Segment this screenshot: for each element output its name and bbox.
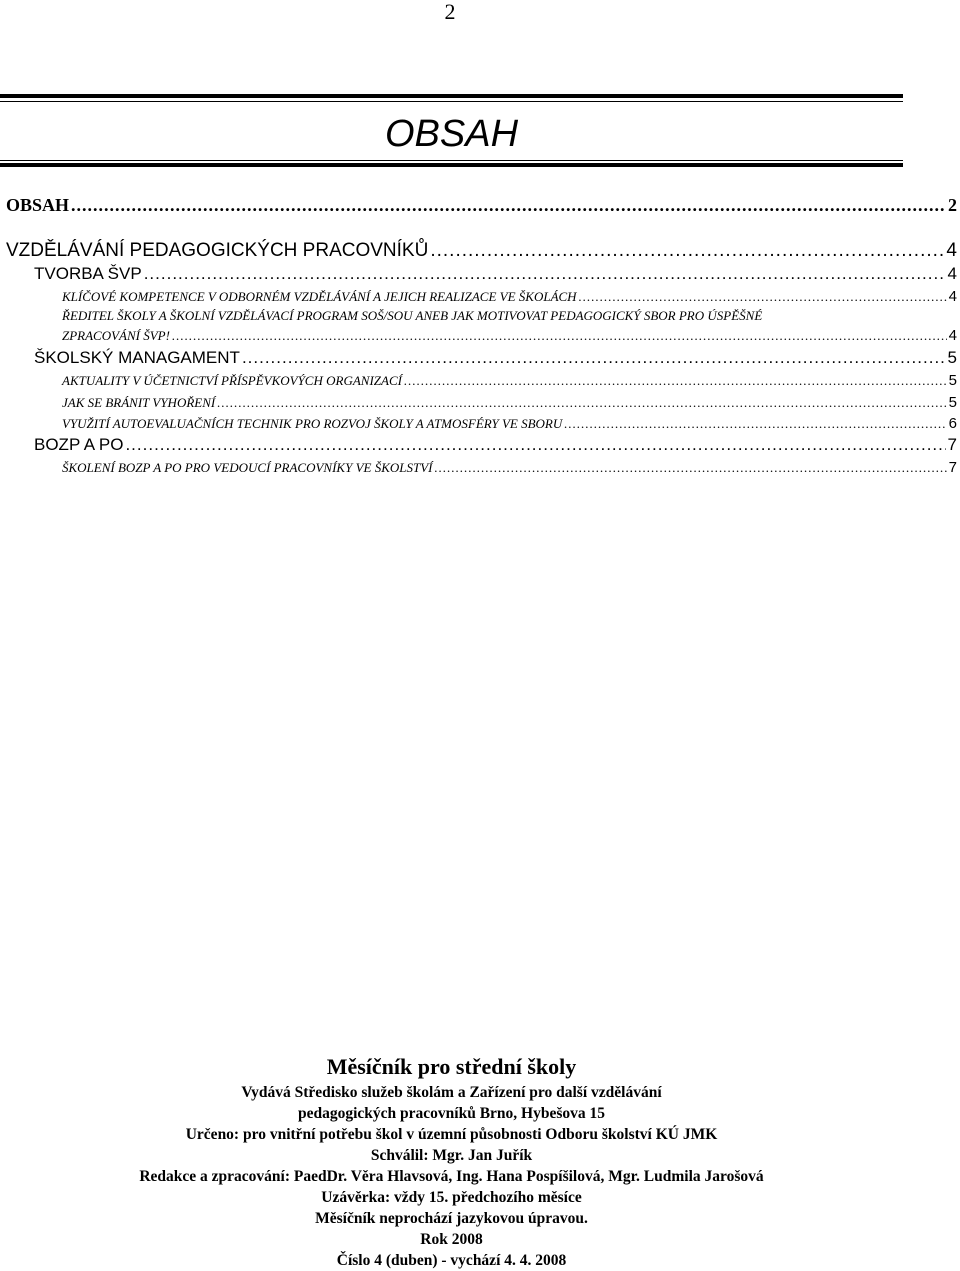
masthead-intended: Určeno: pro vnitřní potřebu škol v územní působnosti Odboru školství KÚ JMK: [185, 1126, 718, 1143]
toc-entry-tvorba-svp[interactable]: [34, 264, 957, 284]
toc-entry-vzdelavani[interactable]: [6, 240, 957, 262]
page-number: 2: [444, 0, 456, 24]
masthead-year: Rok 2008: [420, 1231, 483, 1248]
toc-entry-reditel-line1[interactable]: ŘEDITEL ŠKOLY A ŠKOLNÍ VZDĚLÁVACÍ PROGRAM SOŠ/SOU ANEB JAK MOTIVOVAT PEDAGOGICKÝ SBOR PRO ÚSPĚŠNÉ: [62, 308, 763, 323]
masthead-title: Měsíčník pro střední školy: [326, 1054, 577, 1079]
toc-entry-skolsky-managament[interactable]: [34, 348, 957, 368]
masthead-issue: Číslo 4 (duben) - vychází 4. 4. 2008: [336, 1252, 567, 1269]
page-heading: OBSAH: [384, 113, 519, 155]
toc-entry-obsah[interactable]: [6, 195, 957, 216]
toc-entry-klicove-kompetence[interactable]: [62, 288, 957, 305]
toc-page: 2: [948, 195, 957, 215]
toc-label: VYUŽITÍ AUTOEVALUAČNÍCH TECHNIK PRO ROZVOJ ŠKOLY A ATMOSFÉRY VE SBORU: [62, 416, 563, 431]
toc-label: TVORBA ŠVP: [34, 264, 142, 283]
masthead-publisher-line2: pedagogických pracovníků Brno, Hybešova 15: [297, 1105, 606, 1122]
toc-page: 6: [948, 415, 957, 432]
toc-label: OBSAH: [6, 195, 70, 215]
toc-label: AKTUALITY V ÚČETNICTVÍ PŘÍSPĚVKOVÝCH ORGANIZACÍ: [62, 373, 402, 388]
heading-rule-thin: [0, 160, 903, 161]
toc-label: ŠKOLENÍ BOZP A PO PRO VEDOUCÍ PRACOVNÍKY VE ŠKOLSTVÍ: [62, 460, 433, 475]
masthead-deadline: Uzávěrka: vždy 15. předchozího měsíce: [321, 1189, 582, 1206]
toc-label: ZPRACOVÁNÍ ŠVP!: [62, 328, 170, 343]
toc-label: JAK SE BRÁNIT VYHOŘENÍ: [62, 395, 216, 410]
masthead-approved: Schválil: Mgr. Jan Juřík: [370, 1147, 533, 1164]
toc-entry-skoleni-bozp[interactable]: [62, 459, 957, 476]
toc-label: BOZP A PO: [34, 435, 124, 454]
toc-entry-autoevaluace[interactable]: [62, 415, 957, 432]
masthead-publisher-line1: Vydává Středisko služeb školám a Zařízení pro další vzdělávání: [241, 1084, 662, 1101]
masthead: [0, 1052, 903, 1271]
heading-rule: [0, 163, 903, 167]
masthead-editors: Redakce a zpracování: PaedDr. Věra Hlavsová, Ing. Hana Pospíšilová, Mgr. Ludmila Jarošová: [139, 1168, 764, 1185]
toc-label: KLÍČOVÉ KOMPETENCE V ODBORNÉM VZDĚLÁVÁNÍ A JEJICH REALIZACE VE ŠKOLÁCH: [62, 289, 577, 304]
toc-page: 5: [948, 394, 957, 411]
toc-entry-aktuality[interactable]: [62, 372, 957, 389]
toc-page: 7: [947, 435, 957, 454]
toc-page: 4: [946, 240, 957, 261]
toc-page: 4: [947, 264, 957, 283]
toc-page: 5: [948, 372, 957, 389]
toc-page: 7: [948, 459, 957, 476]
toc-label: VZDĚLÁVÁNÍ PEDAGOGICKÝCH PRACOVNÍKŮ: [6, 240, 429, 261]
masthead-note: Měsíčník neprochází jazykovou úpravou.: [315, 1210, 588, 1227]
toc-page: 4: [948, 288, 957, 305]
toc-page: 5: [947, 348, 957, 367]
top-rule: [0, 94, 903, 98]
toc-entry-reditel[interactable]: [62, 327, 957, 344]
toc-entry-vyhoreni[interactable]: [62, 394, 957, 411]
toc-label: ŠKOLSKÝ MANAGAMENT: [34, 348, 240, 367]
toc-page: 4: [948, 327, 957, 344]
top-rule-thin: [0, 101, 903, 102]
toc-entry-bozp[interactable]: [34, 435, 957, 455]
